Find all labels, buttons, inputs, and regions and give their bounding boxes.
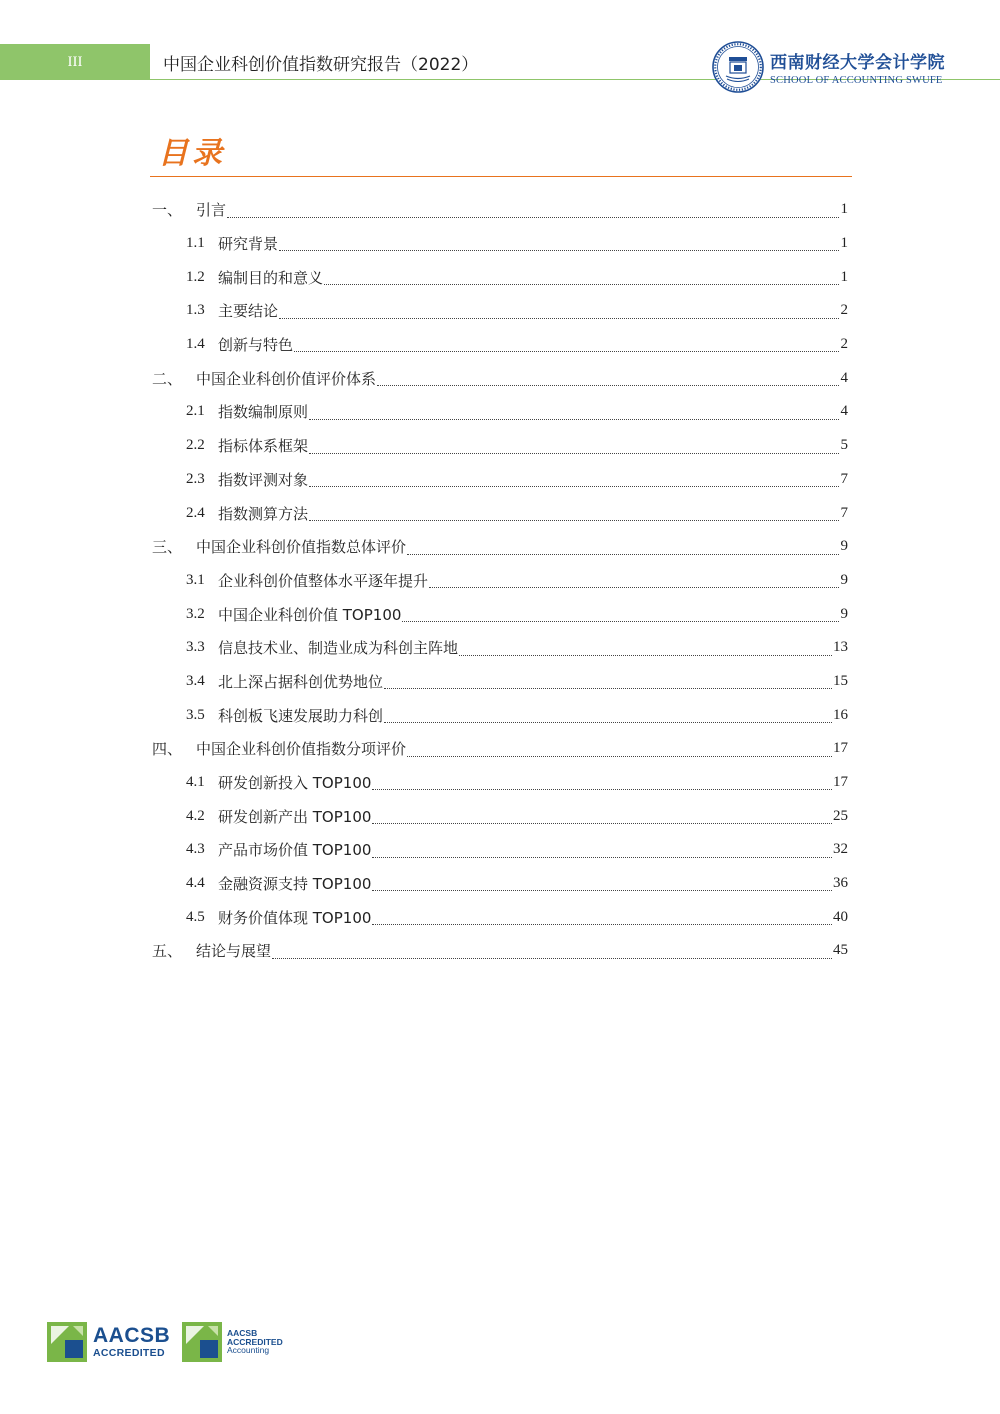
toc-dot-leader	[272, 957, 832, 959]
aacsb-accredited-logo	[47, 1322, 170, 1362]
toc-dot-leader	[294, 350, 839, 352]
toc-entry-label: 指数编制原则	[218, 403, 309, 422]
toc-entry-label: 科创板飞速发展助力科创	[218, 706, 384, 725]
toc-dot-leader	[372, 822, 832, 824]
toc-entry-label: 编制目的和意义	[218, 268, 324, 287]
toc-entry-page: 13	[833, 639, 848, 656]
toc-entry-page: 9	[840, 605, 848, 622]
logo-chinese-name: 西南财经大学会计学院	[770, 53, 945, 73]
page-number-tab	[0, 44, 150, 80]
toc-entry-page: 1	[840, 235, 848, 252]
toc-entry[interactable]	[150, 294, 848, 328]
aacsb2-accredited: ACCREDITED	[227, 1336, 283, 1347]
toc-entry-page: 15	[833, 672, 848, 689]
toc-entry-number: 3.2	[186, 605, 205, 622]
toc-entry-page: 7	[840, 470, 848, 487]
toc-title: 目录	[158, 136, 226, 171]
toc-entry[interactable]	[150, 530, 848, 564]
toc-entry-page: 1	[840, 268, 848, 285]
toc-dot-leader	[279, 317, 839, 319]
toc-entry-page: 45	[833, 942, 848, 959]
toc-dot-leader	[324, 283, 839, 285]
toc-entry-number: 3.4	[186, 672, 205, 689]
toc-entry-label: 产品市场价值 TOP100	[218, 841, 372, 860]
aacsb-accredited: ACCREDITED	[93, 1347, 165, 1360]
toc-entry-label: 主要结论	[218, 302, 279, 321]
toc-dot-leader	[384, 721, 832, 723]
toc-entry-number: 二、	[152, 369, 183, 388]
toc-entry-label: 中国企业科创价值 TOP100	[218, 605, 402, 624]
toc-entry-number: 3.3	[186, 639, 205, 656]
toc-entry-number: 1.3	[186, 302, 205, 319]
toc-entry-number: 2.2	[186, 437, 205, 454]
toc-entry-number: 4.1	[186, 774, 205, 791]
toc-dot-leader	[372, 788, 832, 790]
toc-entry-page: 36	[833, 875, 848, 892]
logo-english-name: SCHOOL OF ACCOUNTING SWUFE	[770, 75, 943, 86]
toc-entry-page: 17	[833, 774, 848, 791]
toc-entry-page: 4	[840, 403, 848, 420]
toc-entry-page: 2	[840, 336, 848, 353]
toc-entry[interactable]	[150, 227, 848, 261]
toc-entry-label: 引言	[196, 201, 227, 220]
page-number: III	[67, 53, 83, 70]
toc-entry-label: 研发创新投入 TOP100	[218, 774, 372, 793]
toc-entry-label: 财务价值体现 TOP100	[218, 908, 372, 927]
toc-entry-label: 指标体系框架	[218, 437, 309, 456]
toc-entry-number: 四、	[152, 740, 183, 759]
toc-entry-number: 4.2	[186, 807, 205, 824]
toc-entry-label: 中国企业科创价值指数分项评价	[196, 740, 407, 759]
report-title: 中国企业科创价值指数研究报告（2022）	[163, 55, 479, 75]
toc-dot-leader	[407, 755, 832, 757]
aacsb2-name: AACSB	[227, 1327, 258, 1338]
toc-entry[interactable]	[150, 496, 848, 530]
toc-entry-number: 五、	[152, 942, 183, 961]
toc-dot-leader	[372, 889, 832, 891]
toc-entry[interactable]	[150, 900, 848, 934]
toc-entry-page: 1	[840, 201, 848, 218]
toc-dot-leader	[309, 485, 839, 487]
toc-entry[interactable]	[150, 833, 848, 867]
toc-entry[interactable]	[150, 934, 848, 968]
toc-entry-page: 16	[833, 706, 848, 723]
toc-dot-leader	[227, 216, 839, 218]
aacsb2-accounting: Accounting	[227, 1345, 270, 1356]
toc-title-rule	[150, 176, 852, 177]
toc-entry-label: 企业科创价值整体水平逐年提升	[218, 571, 429, 590]
toc-dot-leader	[309, 452, 839, 454]
toc-entry-number: 一、	[152, 201, 183, 220]
toc-entry-number: 3.5	[186, 706, 205, 723]
toc-dot-leader	[377, 384, 839, 386]
toc-entry[interactable]	[150, 732, 848, 766]
toc-entry-number: 1.2	[186, 268, 205, 285]
toc-entry[interactable]	[150, 260, 848, 294]
toc-entry[interactable]	[150, 361, 848, 395]
table-of-contents	[150, 193, 848, 968]
toc-entry[interactable]	[150, 766, 848, 800]
toc-entry[interactable]	[150, 665, 848, 699]
toc-dot-leader	[279, 249, 839, 251]
toc-entry-label: 研发创新产出 TOP100	[218, 807, 372, 826]
toc-entry-number: 4.4	[186, 875, 205, 892]
toc-entry-number: 1.1	[186, 235, 205, 252]
toc-dot-leader	[372, 923, 832, 925]
toc-dot-leader	[384, 687, 832, 689]
toc-entry-page: 40	[833, 908, 848, 925]
swufe-logo	[712, 40, 952, 94]
toc-entry[interactable]	[150, 328, 848, 362]
toc-dot-leader	[459, 654, 832, 656]
aacsb-accounting-mark-icon	[182, 1322, 222, 1362]
toc-entry-label: 北上深占据科创优势地位	[218, 672, 384, 691]
toc-entry-page: 9	[840, 538, 848, 555]
toc-entry[interactable]	[150, 564, 848, 598]
toc-entry-number: 2.4	[186, 504, 205, 521]
toc-entry-label: 中国企业科创价值指数总体评价	[196, 538, 407, 557]
aacsb-name: AACSB	[93, 1324, 171, 1348]
toc-dot-leader	[429, 586, 839, 588]
toc-entry-page: 7	[840, 504, 848, 521]
toc-entry-page: 17	[833, 740, 848, 757]
toc-entry-number: 3.1	[186, 571, 205, 588]
toc-entry[interactable]	[150, 463, 848, 497]
toc-entry-number: 1.4	[186, 336, 205, 353]
aacsb-accounting-logo	[182, 1322, 283, 1362]
toc-dot-leader	[372, 856, 832, 858]
toc-dot-leader	[402, 620, 839, 622]
toc-entry-page: 2	[840, 302, 848, 319]
toc-entry-label: 研究背景	[218, 235, 279, 254]
toc-entry-number: 2.3	[186, 470, 205, 487]
university-seal-icon	[712, 41, 764, 93]
toc-entry-page: 5	[840, 437, 848, 454]
toc-entry-label: 中国企业科创价值评价体系	[196, 369, 377, 388]
toc-entry-number: 4.3	[186, 841, 205, 858]
toc-entry[interactable]	[150, 799, 848, 833]
toc-entry-number: 4.5	[186, 908, 205, 925]
toc-entry[interactable]	[150, 597, 848, 631]
toc-entry-page: 4	[840, 369, 848, 386]
toc-entry[interactable]	[150, 395, 848, 429]
toc-entry[interactable]	[150, 867, 848, 901]
toc-entry-label: 指数评测对象	[218, 470, 309, 489]
toc-entry[interactable]	[150, 429, 848, 463]
toc-entry-page: 32	[833, 841, 848, 858]
aacsb-mark-icon	[47, 1322, 87, 1362]
toc-entry-label: 信息技术业、制造业成为科创主阵地	[218, 639, 459, 658]
toc-entry[interactable]	[150, 193, 848, 227]
toc-dot-leader	[407, 553, 839, 555]
toc-entry-label: 创新与特色	[218, 336, 294, 355]
toc-dot-leader	[309, 418, 839, 420]
toc-entry-number: 三、	[152, 538, 183, 557]
toc-entry-label: 结论与展望	[196, 942, 272, 961]
toc-entry[interactable]	[150, 631, 848, 665]
toc-entry-page: 9	[840, 571, 848, 588]
toc-entry-label: 指数测算方法	[218, 504, 309, 523]
toc-dot-leader	[309, 519, 839, 521]
toc-entry-number: 2.1	[186, 403, 205, 420]
toc-entry[interactable]	[150, 698, 848, 732]
toc-entry-label: 金融资源支持 TOP100	[218, 875, 372, 894]
toc-entry-page: 25	[833, 807, 848, 824]
